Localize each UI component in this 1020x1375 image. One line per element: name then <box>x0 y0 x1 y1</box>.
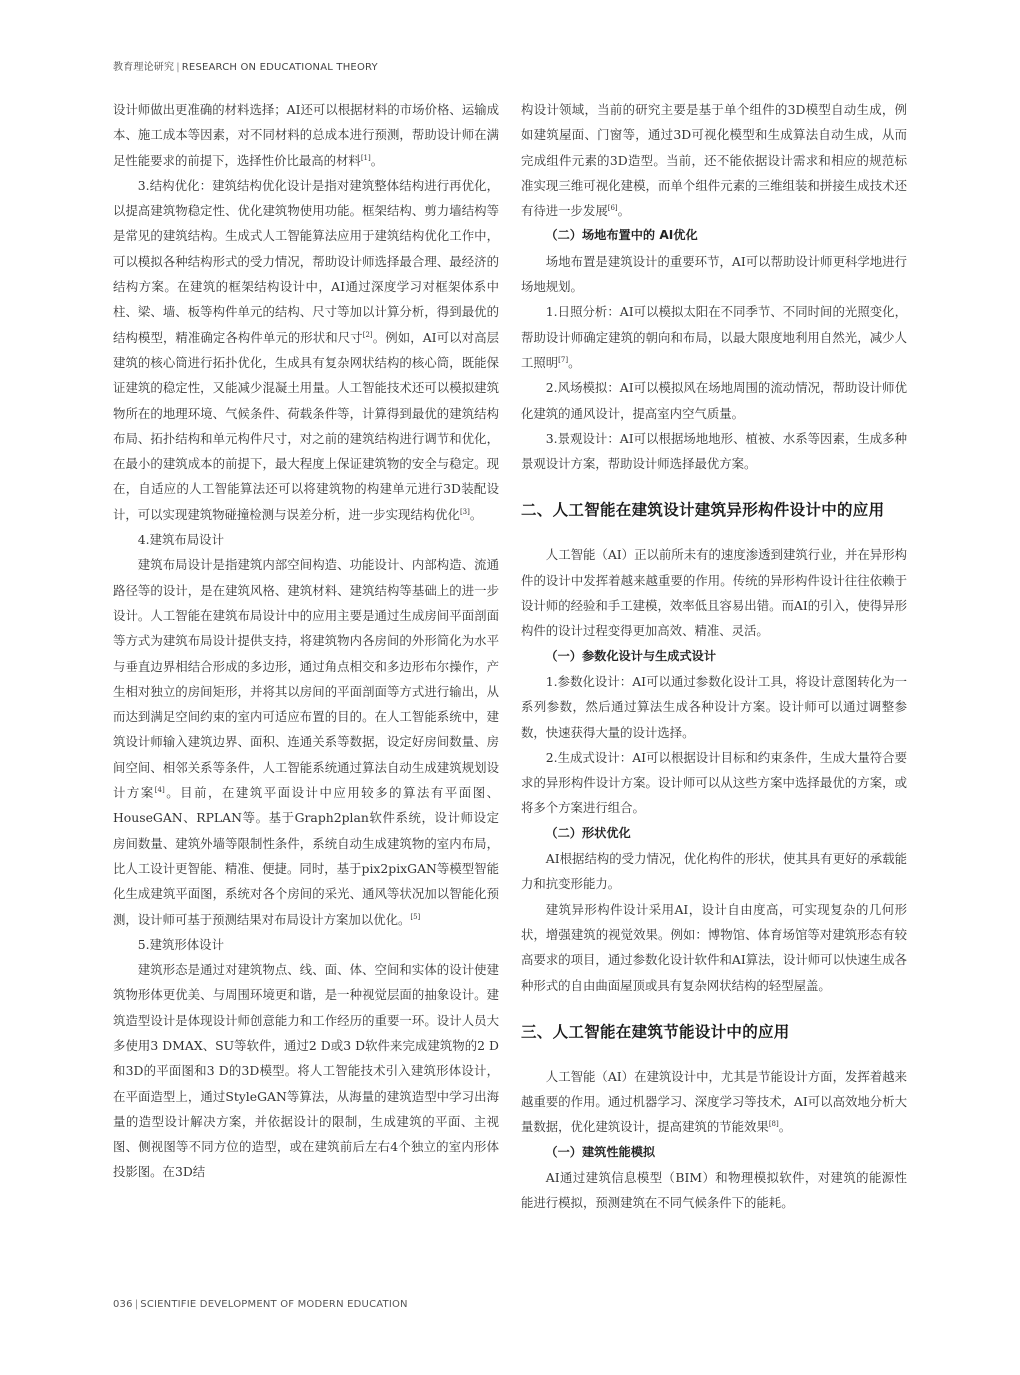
paragraph: 设计师做出更准确的材料选择；AI还可以根据材料的市场价格、运输成本、施工成本等因素，对不同材料的总成本进行预测，帮助设计师在满足性能要求的前提下，选择性价比最高的材料[1]。 <box>113 102 499 168</box>
citation: [7] <box>558 355 569 364</box>
paragraph: 2.生成式设计：AI可以根据设计目标和约束条件，生成大量符合要求的异形构件设计方案。设计师可以从这些方案中选择最优的方案，或将多个方案进行组合。 <box>521 749 907 816</box>
subsection-heading-site: （二）场地布置中的 AI优化 <box>545 228 698 243</box>
paragraph: 1.参数化设计：AI可以通过参数化设计工具，将设计意图转化为一系列参数，然后通过算法生成各种设计方案。设计师可以通过调整参数，快速获得大量的设计选择。 <box>521 673 907 740</box>
paragraph-structure-optimization: 3.结构优化：建筑结构优化设计是指对建筑整体结构进行再优化，以提高建筑物稳定性、优化建筑物使用功能。框架结构、剪力墙结构等是常见的建筑结构。生成式人工智能算法应用于建筑结构优化工作中，可以模拟各种结构形式的受力情况，帮助设计师选择最合理、最经济的结构方案。在建筑的框架结构设计中，AI通过深度学习对框架体系中柱、梁、墙、板等构件单元的结构、尺寸等加以计算分析，得到最优的结构模型，精准确定各构件单元的形状和尺寸[2]。例如，AI可以对高层建筑的核心筒进行拓扑优化，生成具有复杂网状结构的核心筒，既能保证建筑的稳定性，又能减少混凝土用量。人工智能技术还可以模拟建筑物所在的地理环境、气候条件、荷载条件等，计算得到最优的建筑结构布局、拓扑结构和单元构件尺寸，对之前的建筑结构进行调节和优化，在最小的建筑成本的前提下，最大程度上保证建筑物的安全与稳定。现在，自适应的人工智能算法还可以将建筑物的构建单元进行3D装配设计，可以实现建筑物碰撞检测与误差分析，进一步实现结构优化[3]。 <box>113 177 499 522</box>
running-footer <box>113 1299 408 1310</box>
citation: [5] <box>410 912 421 921</box>
paragraph-form: 建筑形态是通过对建筑物点、线、面、体、空间和实体的设计使建筑物形体更优美、与周围环境更和谐，是一种视觉层面的抽象设计。建筑造型设计是体现设计师创意能力和工作经历的重要一环。设计人员大多使用3 DMAX、SU等软件，通过2 D或3 D软件来完成建筑物的2 D和3D的平面图和3 D的3D模型。将人工智能技术引入建筑形体设计，在平面造型上，通过StyleGAN等算法，从海量的建筑造型中学习出海量的造型设计解决方案，并依据设计的限制，生成建筑的平面、主视图、侧视图等不同方位的造型，或在建筑前后左右4个独立的室内形体投影图。在3D结 <box>113 962 499 1180</box>
citation: [8] <box>768 1120 779 1129</box>
paragraph-wind: 2.风场模拟：AI可以模拟风在场地周围的流动情况，帮助设计师优化建筑的通风设计，提高室内空气质量。 <box>521 380 907 421</box>
header-title-cn: 教育理论研究 <box>113 62 175 73</box>
paragraph-sunlight: 1.日照分析：AI可以模拟太阳在不同季节、不同时间的光照变化，帮助设计师确定建筑的朝向和布局，以最大限度地利用自然光，减少人工照明[7]。 <box>521 304 907 370</box>
paragraph-layout: 建筑布局设计是指建筑内部空间构造、功能设计、内部构造、流通路径等的设计，是在建筑风格、建筑材料、建筑结构等基础上的进一步设计。人工智能在建筑布局设计中的应用主要是通过生成房间平面剖面等方式为建筑布局设计提供支持，将建筑物内各房间的外形简化为水平与垂直边界相结合形成的多边形，通过角点相交和多边形布尔操作，产生相对独立的房间矩形，并将其以房间的平面剖面等方式进行输出，从而达到满足空间约束的室内可适应布置的目的。在人工智能系统中，建筑设计师输入建筑边界、面积、连通关系等数据，设定好房间数量、房间空间、相邻关系等条件，人工智能系统通过算法自动生成建筑规划设计方案[4]。目前，在建筑平面设计中应用较多的算法有平面图、HouseGAN、RPLAN等。基于Graph2plan软件系统，设计师设定房间数量、建筑外墙等限制性条件，系统自动生成建筑物的室内布局，比人工设计更智能、精准、便捷。同时，基于pix2pixGAN等模型智能化生成建筑平面图，系统对各个房间的采光、通风等状况加以智能化预测，设计师可基于预测结果对布局设计方案加以优化。[5] <box>113 557 500 927</box>
subsection-heading-shape: （二）形状优化 <box>545 825 631 840</box>
paragraph: AI通过建筑信息模型（BIM）和物理模拟软件，对建筑的能源性能进行模拟，预测建筑在不同气候条件下的能耗。 <box>521 1169 907 1211</box>
footer-separator: | <box>134 1299 139 1310</box>
paragraph: AI根据结构的受力情况，优化构件的形状，使其具有更好的承载能力和抗变形能力。 <box>521 851 907 892</box>
header-title-en: RESEARCH ON EDUCATIONAL THEORY <box>181 62 378 73</box>
subsection-heading-performance: （一）建筑性能模拟 <box>545 1144 656 1159</box>
running-header <box>113 58 378 73</box>
page-number: 036 <box>113 1299 133 1310</box>
paragraph: 建筑异形构件设计采用AI，设计自由度高，可实现复杂的几何形状，增强建筑的视觉效果。例如：博物馆、体育场馆等对建筑形态有较高要求的项目，通过参数化设计软件和AI算法，设计师可以快速生成各种形式的自由曲面屋顶或具有复杂网状结构的轻型屋盖。 <box>521 901 907 993</box>
paragraph-landscape: 3.景观设计：AI可以根据场地地形、植被、水系等因素，生成多种景观设计方案，帮助设计师选择最优方案。 <box>521 430 907 472</box>
right-column <box>521 97 907 1216</box>
subsection-heading-parametric: （一）参数化设计与生成式设计 <box>545 648 717 663</box>
journal-name: SCIENTIFIE DEVELOPMENT OF MODERN EDUCATION <box>140 1299 408 1310</box>
section-heading-3: 三、人工智能在建筑节能设计中的应用 <box>521 1022 790 1041</box>
citation: [1] <box>360 153 371 162</box>
citation: [2] <box>362 330 373 339</box>
subheading-form: 5.建筑形体设计 <box>137 936 224 952</box>
header-separator: | <box>176 62 180 73</box>
citation: [4] <box>154 786 165 795</box>
left-column <box>113 97 499 1185</box>
citation: [3] <box>459 507 470 516</box>
paragraph: 构设计领域，当前的研究主要是基于单个组件的3D模型自动生成，例如建筑屋面、门窗等，通过3D可视化模型和生成算法自动生成，从而完成组件元素的3D造型。当前，还不能依据设计需求和相应的规范标准实现三维可视化建模，而单个组件元素的三维组装和拼接生成技术还有待进一步发展[6]。 <box>521 102 907 219</box>
paragraph: 场地布置是建筑设计的重要环节，AI可以帮助设计师更科学地进行场地规划。 <box>521 253 907 295</box>
section-heading-2: 二、人工智能在建筑设计建筑异形构件设计中的应用 <box>521 501 885 520</box>
paragraph: 人工智能（AI）正以前所未有的速度渗透到建筑行业，并在异形构件的设计中发挥着越来越重要的作用。传统的异形构件设计往往依赖于设计师的经验和手工建模，效率低且容易出错。而AI的引入，使得异形构件的设计过程变得更加高效、精准、灵活。 <box>521 547 907 639</box>
paragraph: 人工智能（AI）在建筑设计中，尤其是节能设计方面，发挥着越来越重要的作用。通过机器学习、深度学习等技术，AI可以高效地分析大量数据，优化建筑设计，提高建筑的节能效果[8]。 <box>521 1068 907 1135</box>
citation: [6] <box>607 204 618 213</box>
subheading-layout: 4.建筑布局设计 <box>137 532 224 548</box>
